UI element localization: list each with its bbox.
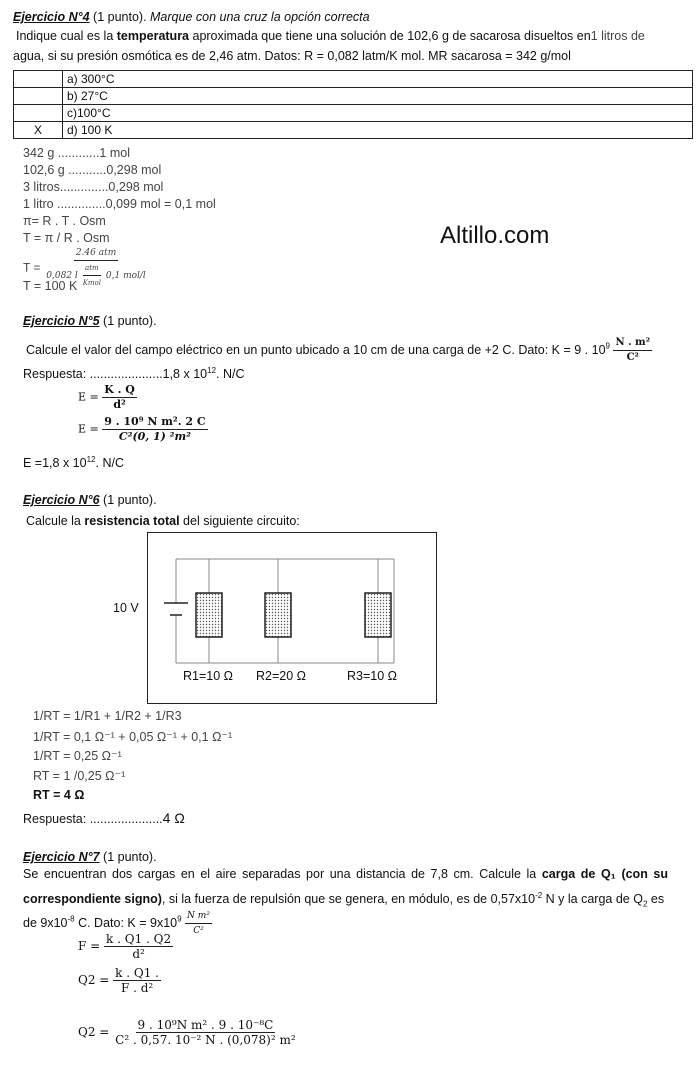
ex7-q-b: , si la fuerza de repulsión que se genera, en módulo, es de 0,57x10 xyxy=(161,892,536,907)
ex7-f1-den: d² xyxy=(132,947,145,961)
ex7-f1-lhs: F = xyxy=(78,939,101,953)
r2-label: R2=20 Ω xyxy=(256,669,306,683)
r1-label: R1=10 Ω xyxy=(183,669,233,683)
ex4-instruction: Marque con una cruz la opción correcta xyxy=(150,10,370,24)
ex7-f2-num: k . Q1 . xyxy=(115,966,159,980)
t-numerator: 2.46 atm xyxy=(74,246,118,261)
option-mark xyxy=(14,105,63,122)
ex7-unit-num: N m² xyxy=(185,909,212,924)
ex6-points: (1 punto). xyxy=(99,493,157,507)
ex7-f1-num: k . Q1 . Q2 xyxy=(106,932,172,946)
ex5-result-text: E =1,8 x 10 xyxy=(23,456,87,471)
ex5-answer-label: Respuesta: .....................1,8 x 10 xyxy=(23,367,208,382)
ex5-points: (1 punto). xyxy=(99,314,157,328)
ex5-f1-num: K . Q xyxy=(104,383,135,396)
ex6-title: Ejercicio N°6 xyxy=(23,493,100,507)
ex6-q-text2: del siguiente circuito: xyxy=(179,514,300,528)
ex5-result xyxy=(23,455,124,470)
ex5-title: Ejercicio N°5 xyxy=(23,314,100,328)
ex6-heading xyxy=(23,493,157,507)
ex6-q-bold: resistencia total xyxy=(84,514,180,528)
ex5-heading xyxy=(23,314,157,328)
ex5-f1-den: d² xyxy=(113,398,126,411)
ex5-answer-unit: . N/C xyxy=(216,367,245,382)
ex5-answer xyxy=(23,366,245,381)
r2-resistor xyxy=(265,593,291,637)
ex5-k-unit-num: N . m² xyxy=(613,336,652,351)
t-den-unit-den: Kmol xyxy=(82,279,102,287)
ex7-title: Ejercicio N°7 xyxy=(23,850,100,864)
option-label: c)100°C xyxy=(63,105,693,122)
ex4-options-table xyxy=(13,70,693,139)
ex4-work-line: π= R . T . Osm xyxy=(23,214,106,228)
ex6-work-line: 1/RT = 0,1 Ω⁻¹ + 0,05 Ω⁻¹ + 0,1 Ω⁻¹ xyxy=(33,730,233,744)
ex5-result-exp: 12 xyxy=(86,455,96,464)
r1-resistor xyxy=(196,593,222,637)
ex6-work-line: 1/RT = 0,25 Ω⁻¹ xyxy=(33,749,122,763)
ex4-work-line: 342 g ............1 mol xyxy=(23,146,130,160)
ex5-question-text: Calcule el valor del campo eléctrico en un punto ubicado a 10 cm de una carga de +2 C. Dato: K = 9 . 10 xyxy=(26,342,606,357)
ex5-formula2 xyxy=(78,415,208,444)
ex6-result: RT = 4 Ω xyxy=(33,788,85,802)
ex4-work-line: T = π / R . Osm xyxy=(23,231,110,245)
ex7-heading xyxy=(23,850,157,864)
ex4-work-line: 102,6 g ...........0,298 mol xyxy=(23,163,162,177)
ex4-work-line: 1 litro ..............0,099 mol = 0,1 mol xyxy=(23,197,216,211)
ex7-formula3 xyxy=(78,1018,298,1047)
option-row xyxy=(14,71,693,88)
t-den-b: 0,1 mol/l xyxy=(105,271,146,281)
ex7-q-sub: 2 xyxy=(642,899,648,909)
ex5-formula1 xyxy=(78,383,137,412)
ex4-work-line: 3 litros..............0,298 mol xyxy=(23,180,164,194)
ex4-question-line2: agua, si su presión osmótica es de 2,46 atm. Datos: R = 0,082 latm/K mol. MR sacarosa = 342 g/mol xyxy=(13,49,571,63)
option-mark: X xyxy=(14,122,63,139)
ex7-q-exp2: -8 xyxy=(67,914,75,924)
t-den-unit-num: atm xyxy=(83,261,101,276)
ex5-f2-den: C²(0, 1) ²m² xyxy=(118,430,191,443)
ex7-q-d: es xyxy=(647,892,665,907)
option-label: d) 100 K xyxy=(63,122,693,139)
ex5-k-unit-den: C² xyxy=(626,352,639,363)
ex4-points: (1 punto). xyxy=(89,10,151,24)
ex7-f3-num: 9 . 10⁹N m² . 9 . 10⁻⁸C xyxy=(137,1018,274,1032)
ex7-points: (1 punto). xyxy=(99,850,157,864)
ex7-question xyxy=(23,864,668,915)
ex7-f3-den: C² . 0,57. 10⁻² N . (0,078)² m² xyxy=(115,1033,296,1047)
ex7-q-exp1: -2 xyxy=(535,891,543,900)
ex7-formula1 xyxy=(78,932,173,961)
option-mark xyxy=(14,88,63,105)
ex5-k-exp: 9 xyxy=(605,341,610,351)
ex6-work-line: RT = 1 /0,25 Ω⁻¹ xyxy=(33,769,126,783)
ex7-q-bold: carga de Q₁ (con su correspondiente signo) xyxy=(23,867,668,907)
ex4-q-text2: aproximada que tiene una solución de 102,6 g de sacarosa disueltos en xyxy=(189,29,591,43)
option-row xyxy=(14,105,693,122)
ex6-question xyxy=(26,514,300,528)
ex6-answer-label: Respuesta: ..................... xyxy=(23,812,163,826)
watermark: Altillo.com xyxy=(440,222,550,249)
ex4-question-line1 xyxy=(16,29,645,43)
ex7-f2-den: F . d² xyxy=(120,981,154,995)
ex5-question xyxy=(26,336,652,365)
ex7-q-a: Se encuentran dos cargas en el aire separadas por una distancia de 7,8 cm. Calcule la xyxy=(23,867,542,881)
ex6-answer-value: 4 Ω xyxy=(162,810,185,826)
option-label: b) 27°C xyxy=(63,88,693,105)
ex4-q-bold: temperatura xyxy=(116,29,190,43)
voltage-label: 10 V xyxy=(113,601,139,615)
r3-label: R3=10 Ω xyxy=(347,669,397,683)
ex7-f3-lhs: Q2 = xyxy=(78,1025,110,1039)
ex5-f1-lhs: E = xyxy=(78,390,99,404)
option-mark xyxy=(14,71,63,88)
ex4-q-text3: 1 litros de xyxy=(590,29,645,43)
ex7-f2-lhs: Q2 = xyxy=(78,973,110,987)
ex5-f2-lhs: E = xyxy=(78,422,99,436)
ex7-unit-den: C² xyxy=(193,926,204,936)
ex7-q-e: C. Dato: K = 9x10 xyxy=(74,915,178,930)
option-row xyxy=(14,88,693,105)
t-den-a: 0,082 l xyxy=(46,271,78,281)
option-label: a) 300°C xyxy=(63,71,693,88)
ex4-heading xyxy=(13,10,370,24)
ex5-f2-num: 9 . 10⁹ N m². 2 C xyxy=(104,415,206,428)
ex7-q-c: N y la carga de Q xyxy=(542,892,643,907)
ex5-answer-exp: 12 xyxy=(207,366,217,375)
ex6-q-text: Calcule la xyxy=(26,514,85,528)
option-row xyxy=(14,122,693,139)
ex6-work-line: 1/RT = 1/R1 + 1/R2 + 1/R3 xyxy=(33,709,182,723)
ex4-title: Ejercicio N°4 xyxy=(13,10,90,24)
ex6-answer xyxy=(23,810,185,826)
t-lhs: T = xyxy=(23,260,41,275)
ex7-q-line3: de 9x10 xyxy=(23,915,68,930)
r3-resistor xyxy=(365,593,391,637)
ex4-result: T = 100 K xyxy=(23,279,78,293)
ex7-formula2 xyxy=(78,966,161,995)
ex4-q-text: Indique cual es la xyxy=(16,29,117,43)
ex7-q-exp3: 9 xyxy=(177,914,182,924)
ex5-result-unit: . N/C xyxy=(95,456,124,471)
